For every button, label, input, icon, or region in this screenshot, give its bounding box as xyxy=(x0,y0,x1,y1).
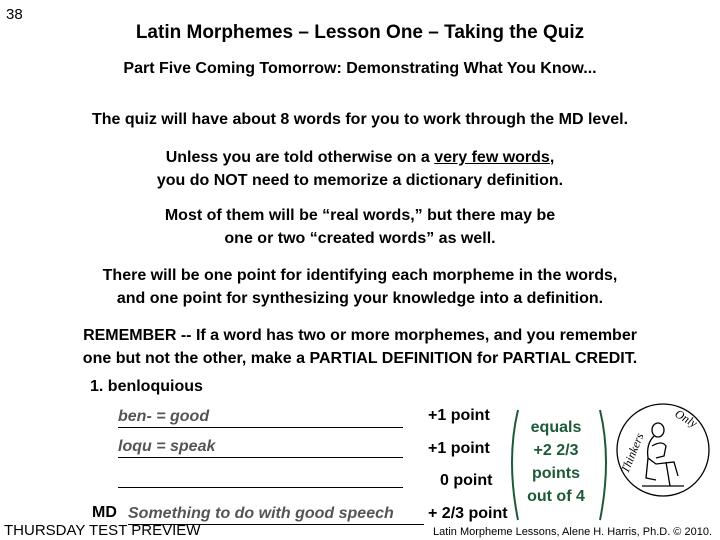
para2-underlined: very few words xyxy=(434,149,550,166)
page-title-text: Latin Morphemes – Lesson One – Taking the Quiz xyxy=(135,22,585,43)
slide-number: 38 xyxy=(6,6,23,23)
paragraph-points xyxy=(0,264,720,310)
md-label: MD xyxy=(92,504,117,521)
result-line3: points xyxy=(532,465,580,482)
answer-line-2: loqu = speak xyxy=(118,438,403,458)
points-3: 0 point xyxy=(440,472,493,489)
answer-line-3 xyxy=(118,468,403,488)
subtitle: Part Five Coming Tomorrow: Demonstrating What You Know... xyxy=(123,60,597,77)
result-total xyxy=(510,416,602,508)
para4-line2: and one point for synthesizing your knowledge into a definition. xyxy=(116,290,604,307)
paragraph-remember xyxy=(0,324,720,370)
footer-credit: Latin Morpheme Lessons, Alene H. Harris, Ph.D. © 2010. xyxy=(433,526,712,538)
paragraph-quiz-length: The quiz will have about 8 words for you to work through the MD level. xyxy=(91,111,629,128)
footer-left: THURSDAY TEST PREVIEW xyxy=(4,522,201,539)
page-title xyxy=(0,22,720,44)
points-2: +1 point xyxy=(428,440,490,457)
para5-line1: REMEMBER -- If a word has two or more morphemes, and you remember xyxy=(83,327,637,344)
md-points: + 2/3 point xyxy=(428,505,508,522)
paragraph-definition xyxy=(0,146,720,192)
para2-line1-after: , xyxy=(549,149,555,166)
para3-line1: Most of them will be “real words,” but there may be xyxy=(164,207,556,224)
para2-line1-before: Unless you are told otherwise on a xyxy=(165,149,435,166)
result-line2: +2 2/3 xyxy=(533,442,579,459)
stamp-right-text: Only xyxy=(672,406,700,431)
result-line1: equals xyxy=(530,419,582,436)
answer-line-1: ben- = good xyxy=(118,408,403,428)
result-line4: out of 4 xyxy=(527,488,585,505)
para4-line1: There will be one point for identifying each morpheme in the words, xyxy=(102,267,618,284)
points-1: +1 point xyxy=(428,407,490,424)
stamp-left-text: Thinkers xyxy=(617,430,647,476)
para3-line2: one or two “created words” as well. xyxy=(224,230,496,247)
md-answer: Something to do with good speech xyxy=(128,505,424,525)
para2-line2: you do NOT need to memorize a dictionary definition. xyxy=(156,172,564,189)
paragraph-real-words xyxy=(0,204,720,250)
example-word: 1. benloquious xyxy=(90,378,203,395)
thinker-stamp-icon xyxy=(612,400,714,500)
para5-line2: one but not the other, make a PARTIAL DEFINITION for PARTIAL CREDIT. xyxy=(82,350,638,367)
